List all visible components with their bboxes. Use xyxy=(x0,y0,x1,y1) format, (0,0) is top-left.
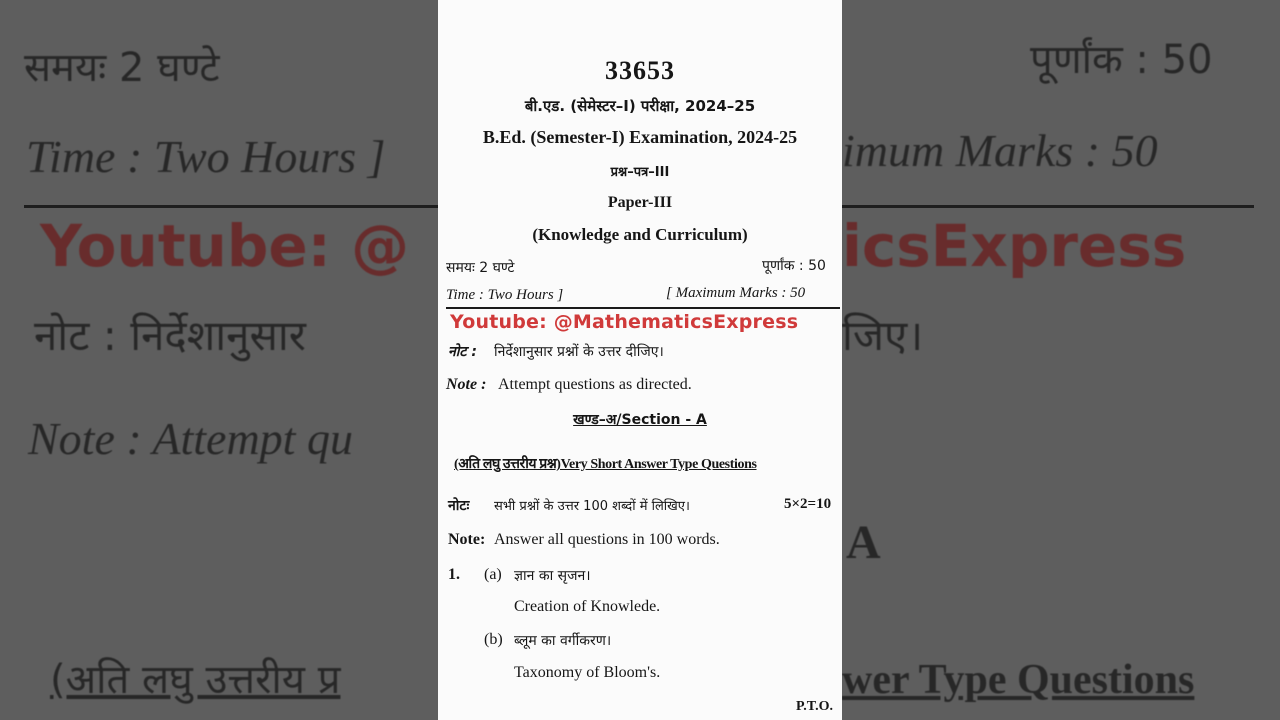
instruction-hindi-label: नोटः xyxy=(448,498,470,514)
paper-code: 33653 xyxy=(605,56,675,85)
bg-time-hindi: समयः 2 घण्टे xyxy=(24,45,220,91)
marks-hindi: पूर्णांक : 50 xyxy=(762,258,826,274)
time-hindi: समयः 2 घण्टे xyxy=(446,260,515,276)
question-1b-english: Taxonomy of Bloom's. xyxy=(514,664,661,681)
paper-number-english: Paper-III xyxy=(607,194,673,211)
instruction-english-text: Answer all questions in 100 words. xyxy=(494,531,720,548)
bg-time-english: Time : Two Hours ] xyxy=(26,131,386,182)
question-1b-label: (b) xyxy=(484,631,503,648)
marks-english: [ Maximum Marks : 50 xyxy=(666,285,806,301)
bg-very-short-english: wer Type Questions xyxy=(842,657,1195,703)
paper-number-hindi: प्रश्न–पत्र–III xyxy=(610,165,670,180)
time-english: Time : Two Hours ] xyxy=(446,287,564,303)
bg-note-english: Note : Attempt qu xyxy=(28,413,353,464)
bg-note-hindi-right: जिए। xyxy=(842,311,924,360)
youtube-watermark: Youtube: @MathematicsExpress xyxy=(450,311,799,333)
note-hindi-text: निर्देशानुसार प्रश्नों के उत्तर दीजिए। xyxy=(494,344,664,360)
note-english-label: Note : xyxy=(446,376,487,393)
question-1a-english: Creation of Knowlede. xyxy=(514,598,661,615)
section-title: खण्ड–अ/Section - A xyxy=(573,412,707,428)
paper-subject: (Knowledge and Curriculum) xyxy=(532,225,748,244)
instruction-hindi-text: सभी प्रश्नों के उत्तर 100 शब्दों में लिखिए। xyxy=(494,499,690,514)
instruction-english-label: Note: xyxy=(448,531,486,548)
exam-title-english: B.Ed. (Semester-I) Examination, 2024-25 xyxy=(482,127,798,147)
bg-marks-hindi: पूर्णांक : 50 xyxy=(1030,37,1213,83)
note-english-text: Attempt questions as directed. xyxy=(498,376,692,393)
question-1b-hindi: ब्लूम का वर्गीकरण। xyxy=(514,633,612,649)
instruction-marks: 5×2=10 xyxy=(784,496,832,512)
exam-paper xyxy=(438,0,842,720)
question-1a-hindi: ज्ञान का सृजन। xyxy=(514,568,591,584)
note-hindi-label: नोट : xyxy=(448,344,477,360)
header-rule xyxy=(446,307,840,309)
bg-section-tail: A xyxy=(846,516,881,569)
page-turn-note: P.T.O. xyxy=(796,699,833,714)
section-type: (अति लघु उत्तरीय प्रश्न)Very Short Answer Type Questions xyxy=(454,457,757,472)
exam-title-hindi: बी.एड. (सेमेस्टर–I) परीक्षा, 2024–25 xyxy=(524,97,756,115)
bg-youtube: Youtube: @ xyxy=(40,212,410,280)
bg-youtube-tail: icsExpress xyxy=(842,212,1187,280)
bg-note-hindi: नोट : निर्देशानुसार xyxy=(34,311,306,360)
question-1a-label: (a) xyxy=(484,566,502,583)
bg-marks-english: imum Marks : 50 xyxy=(842,125,1158,176)
question-number: 1. xyxy=(448,566,460,583)
bg-very-short-hindi: (अति लघु उत्तरीय प्र xyxy=(50,657,341,703)
